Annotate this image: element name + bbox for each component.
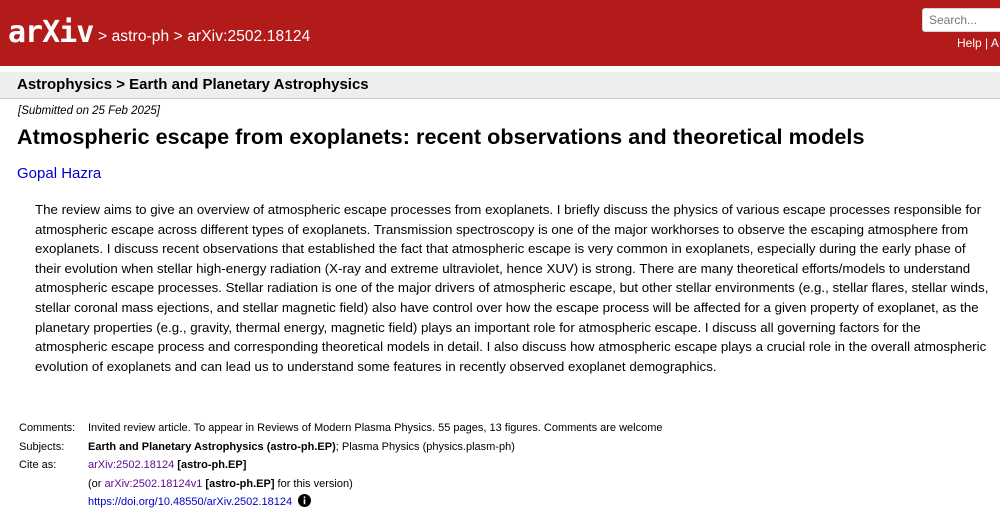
breadcrumb-paper-id: arXiv:2502.18124 (187, 28, 311, 45)
cite-label: Cite as: (19, 459, 57, 472)
breadcrumb-separator: > (173, 28, 183, 45)
comments-label: Comments: (19, 422, 76, 434)
primary-subject: Earth and Planetary Astrophysics (astro-ph.EP) (88, 440, 336, 453)
paper-title: Atmospheric escape from exoplanets: recent observations and theoretical models (17, 124, 865, 149)
subjects-value (88, 438, 515, 457)
breadcrumb (98, 28, 310, 46)
site-header (0, 0, 1000, 66)
cite-row (19, 456, 663, 475)
header-link-separator: | (985, 36, 989, 50)
doi-value (88, 493, 311, 512)
version-id-link[interactable]: arXiv:2502.18124v1 (104, 477, 203, 490)
version-value (88, 475, 353, 494)
advanced-search-link[interactable]: A (990, 36, 999, 50)
help-link[interactable]: Help (957, 36, 982, 50)
logo-text: arXiv (8, 15, 94, 49)
cite-id-link[interactable]: arXiv:2502.18124 (88, 459, 175, 472)
arxiv-logo[interactable] (8, 13, 94, 49)
version-category: [astro-ph.EP] (205, 477, 275, 490)
metadata-table (19, 419, 663, 512)
cite-category: [astro-ph.EP] (177, 459, 247, 472)
comments-value: Invited review article. To appear in Reviews of Modern Plasma Physics. 55 pages, 13 figures. Comments are welcome (88, 422, 663, 434)
version-suffix: for this version) (274, 477, 353, 490)
comments-row (19, 419, 663, 438)
subjects-label: Subjects: (19, 440, 65, 453)
secondary-subject: ; Plasma Physics (physics.plasm-ph) (335, 440, 515, 453)
author-link[interactable]: Gopal Hazra (17, 165, 102, 182)
header-links (957, 36, 999, 50)
breadcrumb-separator: > (98, 28, 108, 45)
abstract: The review aims to give an overview of atmospheric escape processes from exoplanets. I briefly discuss the physics of various escape processes responsible for atmospheric escape across different types of exoplanets. Transmission spectroscopy is one of the major workhorses to observe the escaping atmosphere from exoplanets. I discuss recent observations that established the fact that atmospheric escape is very common in exoplanets, especially during the early phase of their evolution when stellar high-energy radiation (X-ray and extreme ultraviolet, hence XUV) is strong. There are many theoretical efforts/models to understand atmospheric escape processes. Stellar radiation is one of the major drivers of atmospheric escape, but other stellar environments (e.g., stellar flares, stellar winds, stellar coronal mass ejections, and stellar magnetic field) also have control over how the escape process will be affected for a given property of exoplanet, as the planetary properties (e.g., gravity, thermal energy, magnetic field) plays an important role for atmospheric escape. I discuss all governing factors for the atmospheric escape process and corresponding theoretical models in detail. I also discuss how atmospheric escape plays a crucial role in the overall atmospheric evolution of exoplanets and can lead us to understand some features in recently observed exoplanet demographics. (35, 202, 989, 374)
submission-date: [Submitted on 25 Feb 2025] (18, 105, 160, 117)
category-bar (0, 72, 1000, 99)
breadcrumb-archive[interactable]: astro-ph (111, 28, 170, 45)
version-row (19, 475, 663, 494)
cite-value (88, 456, 246, 475)
subjects-row (19, 438, 663, 457)
search-input[interactable] (922, 8, 1000, 32)
category-breadcrumb: Astrophysics > Earth and Planetary Astrophysics (17, 76, 369, 93)
doi-row (19, 493, 663, 512)
info-icon[interactable] (298, 494, 311, 507)
doi-link[interactable]: https://doi.org/10.48550/arXiv.2502.18124 (88, 496, 293, 509)
version-prefix: (or (88, 477, 105, 490)
